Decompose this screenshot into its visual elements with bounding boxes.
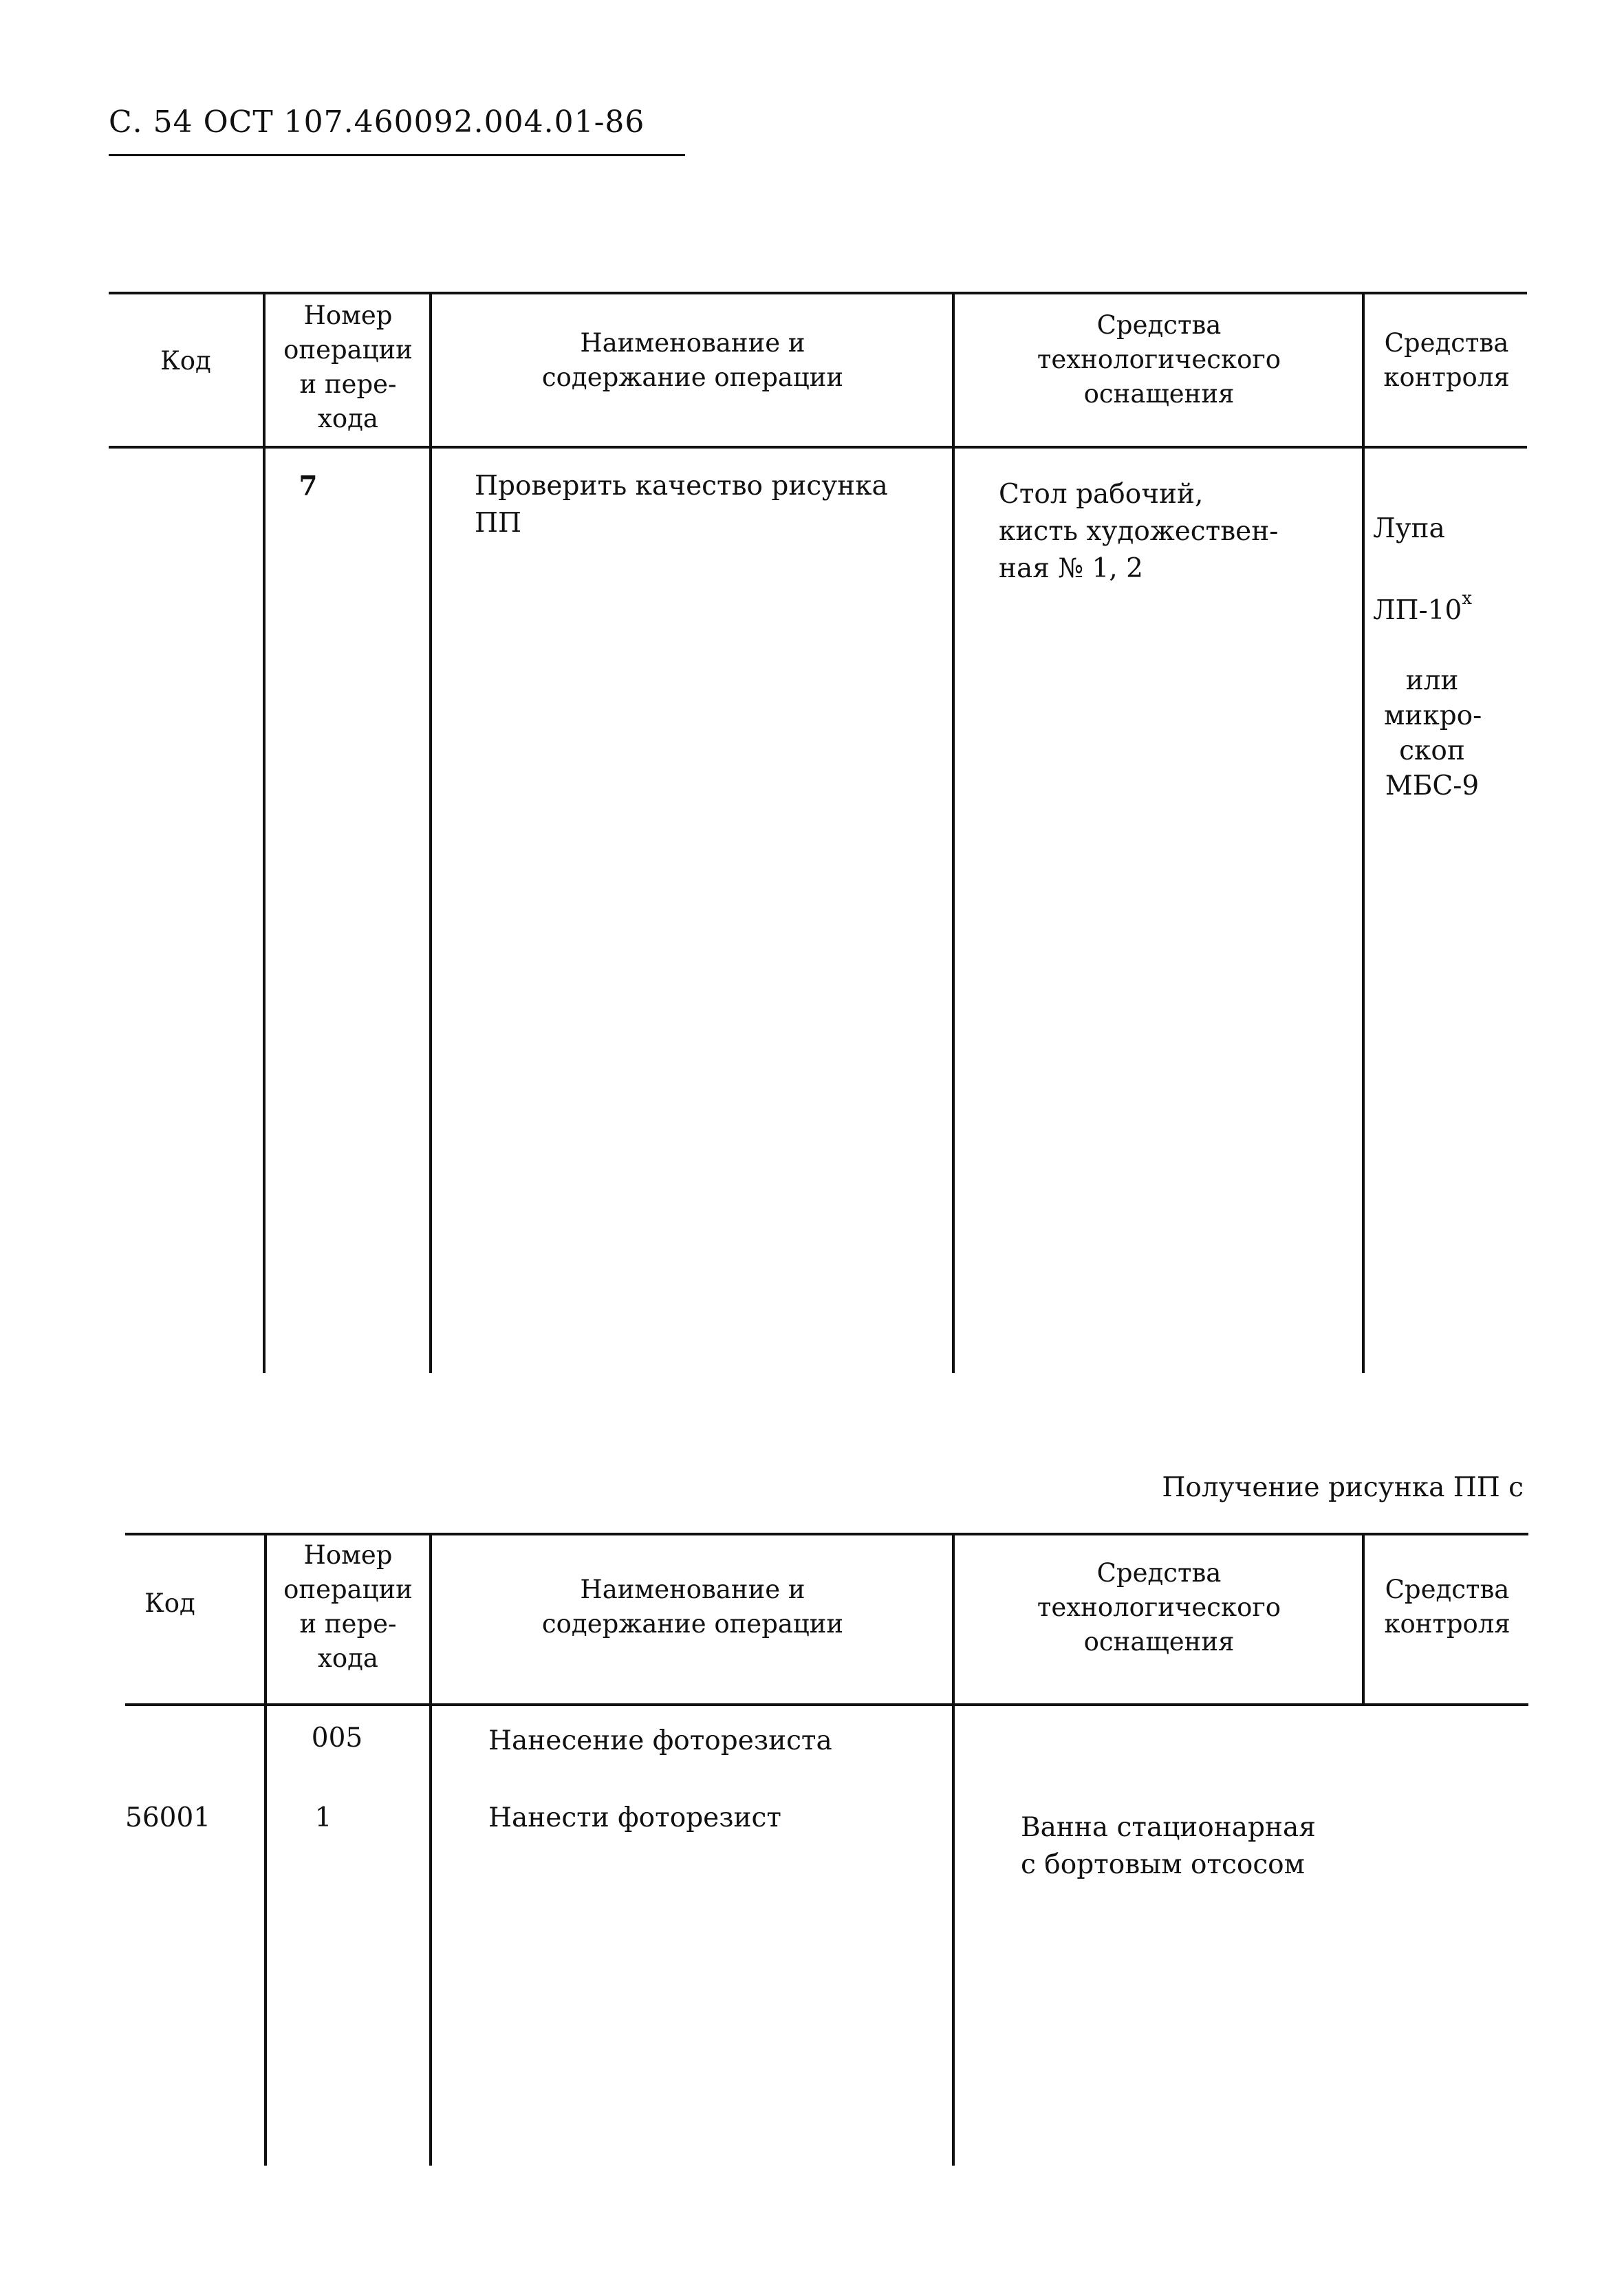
table-2-row-1-op-number: 005 xyxy=(311,1723,363,1754)
table-2-header-rule xyxy=(125,1703,1528,1706)
table-1-col-divider xyxy=(263,292,266,1373)
table-2-header-name: Наименование и содержание операции xyxy=(541,1575,844,1639)
table-1-header-equipment: Средства технологического оснащения xyxy=(1037,310,1281,409)
table-2-top-rule xyxy=(125,1533,1528,1535)
table-2-header-equipment: Средства технологического оснащения xyxy=(1037,1558,1281,1657)
table-2-header-control: Средства контроля xyxy=(1384,1575,1511,1639)
table-1-top-rule xyxy=(109,292,1527,294)
table-2-row-2-op-number: 1 xyxy=(314,1802,332,1833)
table-2-row-2-code: 56001 xyxy=(125,1802,211,1833)
table-1-header-rule xyxy=(109,446,1527,449)
table-2-row-1-name: Нанесение фоторезиста xyxy=(488,1725,832,1756)
control-rest: или микро- скоп МБС-9 xyxy=(1384,665,1482,801)
table-1-op-name: Проверить качество рисунка ПП xyxy=(475,471,888,539)
control-line-model xyxy=(1373,581,1524,628)
table-1-header-control: Средства контроля xyxy=(1383,328,1510,392)
table-2-header-code: Код xyxy=(144,1588,195,1618)
table-2-col-divider xyxy=(429,1533,432,2166)
table-2-col-divider xyxy=(952,1533,955,2166)
table-2-header-op-number: Номер операции и пере- хода xyxy=(283,1540,413,1673)
header-underline xyxy=(109,154,685,156)
table-1-col-divider xyxy=(952,292,955,1373)
table-2-row-2-name: Нанести фоторезист xyxy=(488,1802,781,1833)
control-model-superscript: х xyxy=(1462,588,1473,609)
section-caption: Получение рисунка ПП с xyxy=(1162,1472,1524,1503)
control-line-lupa: Лупа xyxy=(1373,513,1445,544)
table-1-header-op-number: Номер операции и пере- хода xyxy=(283,301,413,433)
table-1-header-name: Наименование и содержание операции xyxy=(541,328,844,392)
page-header: С. 54 ОСТ 107.460092.004.01-86 xyxy=(109,105,645,140)
table-1-col-divider xyxy=(1362,292,1365,1373)
table-1-op-number: 7 xyxy=(299,471,318,502)
table-2-col-divider xyxy=(1362,1533,1365,1705)
table-1-col-divider xyxy=(429,292,432,1373)
table-2-row-2-equipment: Ванна стационарная с бортовым отсосом xyxy=(1021,1812,1316,1880)
control-model: ЛП-10 xyxy=(1373,595,1462,626)
table-1-equipment: Стол рабочий, кисть художествен- ная № 1, 2 xyxy=(999,479,1279,584)
table-1-header-code: Код xyxy=(160,346,211,376)
table-1-control xyxy=(1373,476,1524,839)
